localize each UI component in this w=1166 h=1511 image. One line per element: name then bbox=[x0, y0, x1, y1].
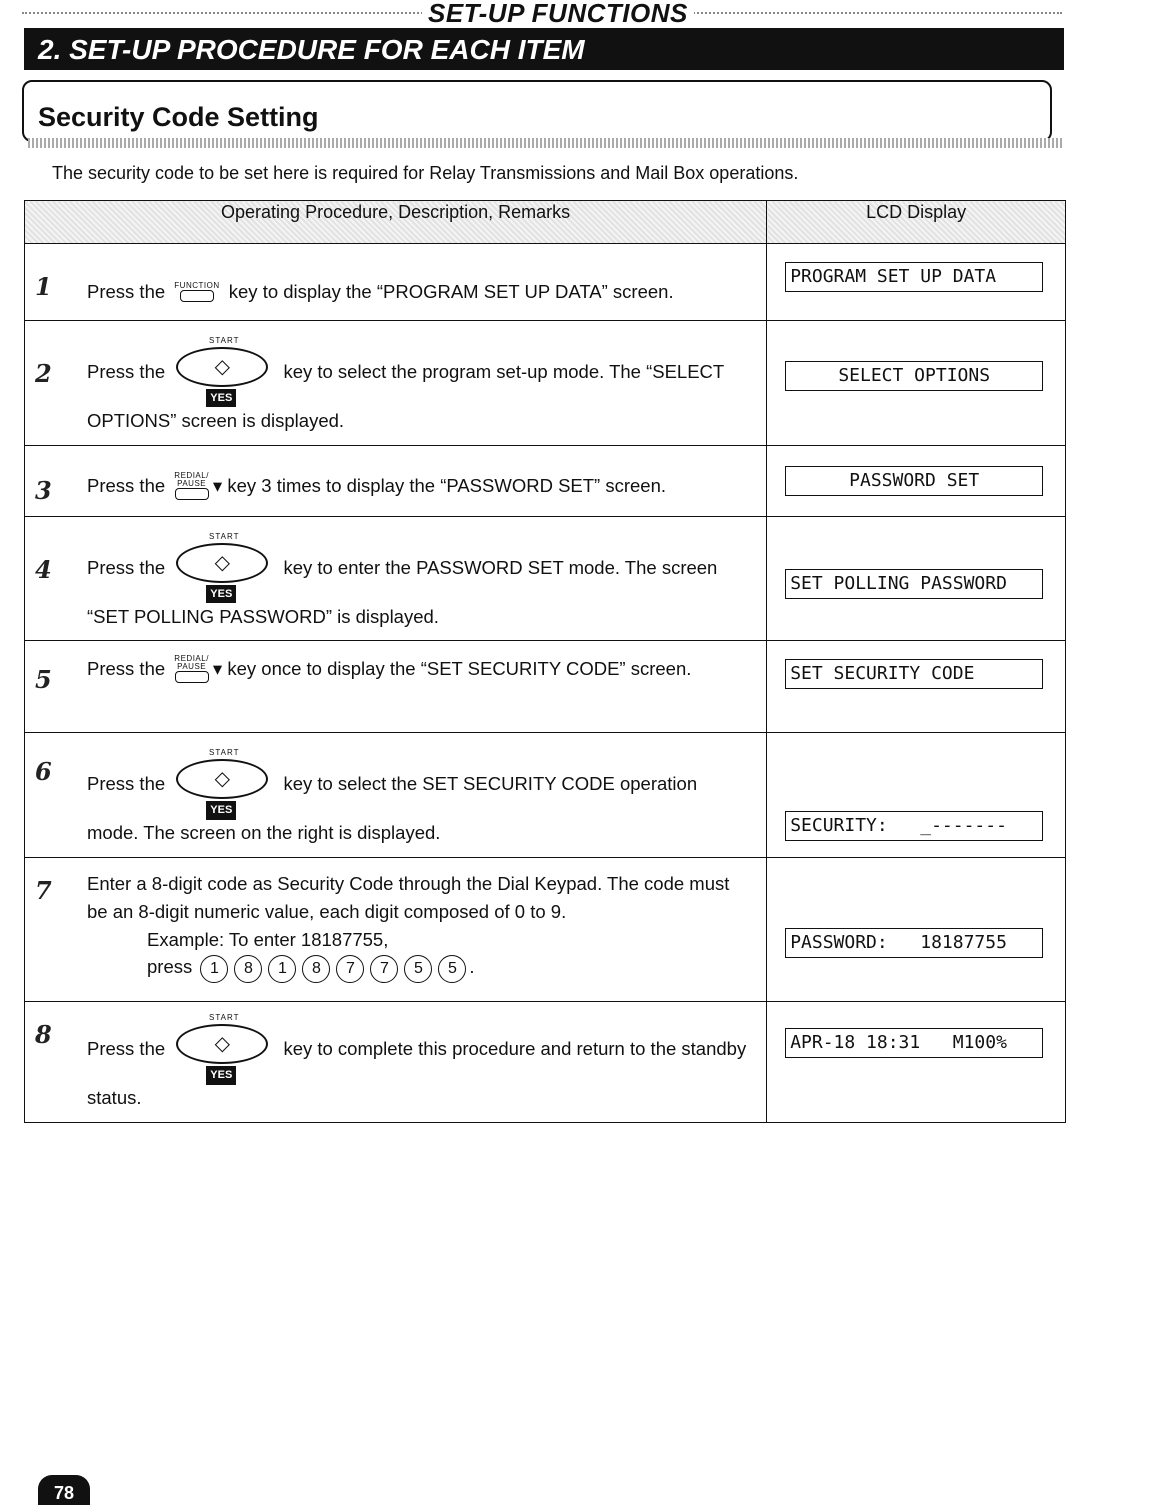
step-text-before: Press the bbox=[87, 360, 166, 382]
step-8 bbox=[25, 1002, 767, 1123]
page-header bbox=[22, 0, 1062, 28]
lcd-display: SELECT OPTIONS bbox=[785, 361, 1043, 391]
step-description bbox=[87, 733, 752, 857]
step-text-after: key to select the SET SECURITY CODE operation mode. The screen on the right is displayed. bbox=[87, 773, 698, 844]
step-1 bbox=[25, 244, 767, 321]
digit-key-icon: 1 bbox=[268, 955, 296, 983]
lcd-cell bbox=[767, 516, 1066, 641]
step-2 bbox=[25, 320, 767, 445]
digit-key-icon: 1 bbox=[200, 955, 228, 983]
digit-key-icon: 7 bbox=[336, 955, 364, 983]
step-description bbox=[87, 1002, 752, 1122]
step-text-after: key to select the program set-up mode. The “SELECT OPTIONS” screen is displayed. bbox=[87, 360, 724, 431]
step-text-before: Press the bbox=[87, 773, 166, 795]
redial-pause-key-icon: REDIAL/ PAUSE bbox=[174, 655, 209, 685]
procedure-table bbox=[24, 200, 1066, 1123]
step-description bbox=[87, 244, 752, 320]
step-description: Press the REDIAL/ PAUSE ▾ key 3 times to display the “PASSWORD SET” screen. bbox=[87, 446, 752, 516]
start-key-icon: START ◇ YES bbox=[176, 535, 272, 603]
table-row bbox=[25, 1002, 1066, 1123]
step-number: 2 bbox=[35, 358, 52, 388]
step-text-after: key once to display the “SET SECURITY CODE” screen. bbox=[227, 658, 692, 680]
step-number: 8 bbox=[35, 1020, 52, 1050]
step-description: Press the REDIAL/ PAUSE ▾ key once to display the “SET SECURITY CODE” screen. bbox=[87, 641, 752, 699]
table-row bbox=[25, 445, 1066, 516]
step-text-after: key to display the “PROGRAM SET UP DATA” screen. bbox=[228, 281, 674, 302]
function-key-icon: FUNCTION bbox=[174, 282, 219, 304]
step-number: 1 bbox=[35, 272, 52, 301]
table-row bbox=[25, 641, 1066, 733]
lcd-cell bbox=[767, 1002, 1066, 1123]
lcd-cell bbox=[767, 320, 1066, 445]
step-text-before: Press the bbox=[87, 474, 166, 496]
lcd-display: SECURITY: _------- bbox=[785, 811, 1043, 841]
lcd-display: PASSWORD SET bbox=[785, 466, 1043, 496]
step-text-before: Press the bbox=[87, 658, 166, 680]
step-number: 5 bbox=[35, 665, 52, 695]
press-label: press bbox=[147, 956, 193, 978]
digit-key-icon: 5 bbox=[438, 955, 466, 983]
digit-key-icon: 5 bbox=[404, 955, 432, 983]
start-key-icon: START ◇ YES bbox=[176, 751, 272, 819]
lcd-cell bbox=[767, 858, 1066, 1002]
step-number: 4 bbox=[35, 554, 52, 584]
step-description bbox=[87, 517, 752, 641]
page-number-tab: 78 bbox=[38, 1475, 90, 1505]
step-text-before: Press the bbox=[87, 556, 166, 578]
table-header-row bbox=[25, 201, 1066, 244]
digit-key-icon: 7 bbox=[370, 955, 398, 983]
redial-pause-key-icon: REDIAL/ PAUSE bbox=[174, 472, 209, 502]
step-text-after: key to complete this procedure and return to the standby status. bbox=[87, 1038, 747, 1109]
step-text-before: Press the bbox=[87, 1038, 166, 1059]
lcd-display: PROGRAM SET UP DATA bbox=[785, 262, 1043, 292]
topic-box bbox=[22, 80, 1052, 142]
step-example: Example: To enter 18187755, bbox=[147, 928, 389, 950]
step-number: 6 bbox=[35, 757, 52, 787]
topic-title: Security Code Setting bbox=[38, 102, 319, 132]
chapter-banner: 2. SET-UP PROCEDURE FOR EACH ITEM bbox=[24, 28, 1064, 70]
step-7 bbox=[25, 858, 767, 1002]
lcd-cell bbox=[767, 641, 1066, 733]
step-description: Enter a 8-digit code as Security Code through the Dial Keypad. The code must be an 8-digit numeric value, each digit composed of 0 to 9. Example: To enter 18187755, press 1 8 1 8 7 7 5 5 . bbox=[87, 858, 752, 991]
start-key-icon: START ◇ YES bbox=[176, 339, 272, 407]
lcd-display: PASSWORD: 18187755 bbox=[785, 928, 1043, 958]
step-text-after: key to enter the PASSWORD SET mode. The screen “SET POLLING PASSWORD” is displayed. bbox=[87, 556, 718, 627]
step-6 bbox=[25, 733, 767, 858]
lcd-cell bbox=[767, 733, 1066, 858]
table-row bbox=[25, 516, 1066, 641]
lcd-display: APR-18 18:31 M100% bbox=[785, 1028, 1043, 1058]
step-5 bbox=[25, 641, 767, 733]
intro-text: The security code to be set here is required for Relay Transmissions and Mail Box operations. bbox=[52, 163, 799, 183]
digit-key-icon: 8 bbox=[302, 955, 330, 983]
step-4 bbox=[25, 516, 767, 641]
step-text: Enter a 8-digit code as Security Code through the Dial Keypad. The code must be an 8-digit numeric value, each digit composed of 0 to 9. bbox=[87, 873, 730, 922]
start-key-icon: START ◇ YES bbox=[176, 1016, 272, 1084]
lcd-column-header: LCD Display bbox=[767, 201, 1066, 244]
step-number: 7 bbox=[35, 876, 52, 906]
step-text-before: Press the bbox=[87, 281, 166, 302]
table-row bbox=[25, 858, 1066, 1002]
table-row bbox=[25, 320, 1066, 445]
lcd-display: SET SECURITY CODE bbox=[785, 659, 1043, 689]
step-3 bbox=[25, 445, 767, 516]
table-row bbox=[25, 733, 1066, 858]
step-description bbox=[87, 321, 752, 445]
procedure-column-header: Operating Procedure, Description, Remarks bbox=[25, 201, 767, 244]
topic-shadow bbox=[28, 138, 1064, 148]
lcd-display: SET POLLING PASSWORD bbox=[785, 569, 1043, 599]
step-text-after: key 3 times to display the “PASSWORD SET” screen. bbox=[227, 474, 667, 496]
step-number: 3 bbox=[35, 475, 52, 505]
section-title: SET-UP FUNCTIONS bbox=[422, 0, 694, 29]
digit-key-icon: 8 bbox=[234, 955, 262, 983]
lcd-cell bbox=[767, 445, 1066, 516]
table-row bbox=[25, 244, 1066, 321]
lcd-cell bbox=[767, 244, 1066, 321]
